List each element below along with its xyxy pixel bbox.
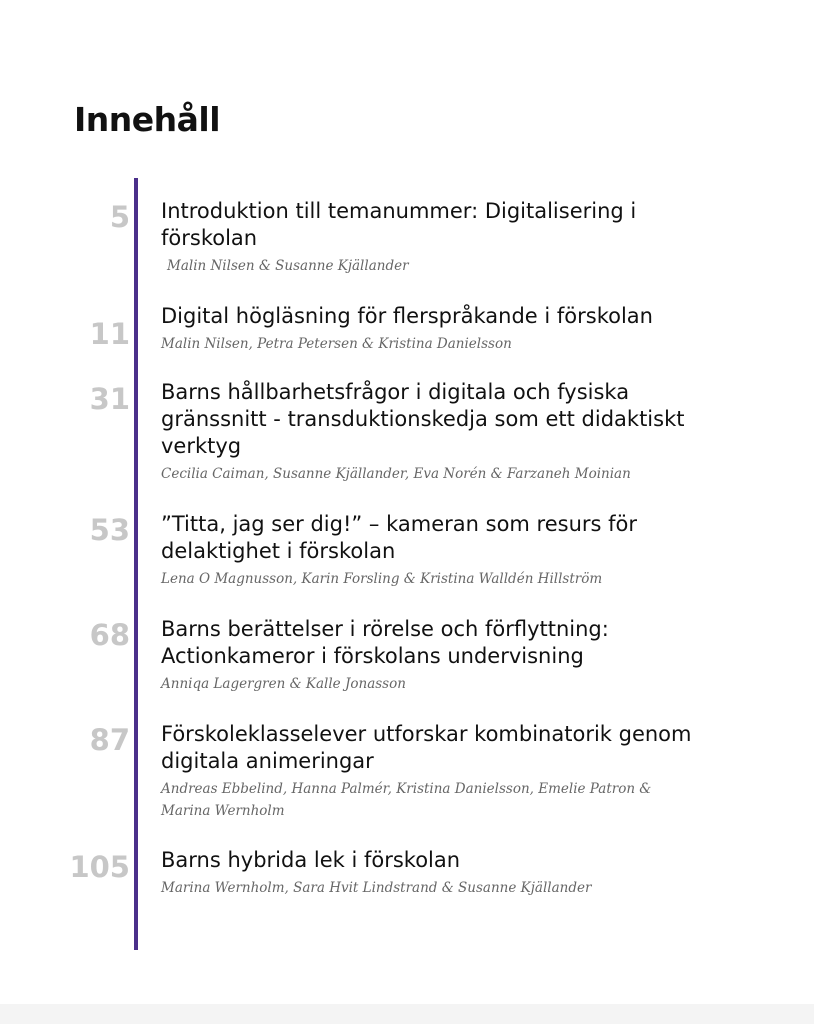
- toc-entry-title[interactable]: ”Titta, jag ser dig!” – kameran som resurs för delaktighet i förskolan: [161, 512, 638, 563]
- page-number: 5: [109, 200, 130, 234]
- toc-entry-title[interactable]: Introduktion till temanummer: Digitalisering i förskolan: [161, 199, 637, 250]
- page-number: 87: [89, 723, 130, 757]
- page-number: 105: [69, 850, 130, 884]
- toc-entry[interactable]: [161, 379, 721, 485]
- toc-entry-title[interactable]: Barns berättelser i rörelse och förflyttning: Actionkameror i förskolans undervisning: [161, 617, 609, 668]
- page-number: 11: [89, 317, 130, 351]
- page-number: 31: [89, 382, 130, 416]
- toc-divider-line: [134, 178, 138, 950]
- page-number: 68: [89, 618, 130, 652]
- page-title: Innehåll: [74, 100, 221, 139]
- toc-entry[interactable]: [161, 511, 721, 590]
- toc-entry-title[interactable]: Barns hybrida lek i förskolan: [161, 848, 461, 872]
- toc-entry[interactable]: [161, 721, 721, 822]
- toc-entry-authors: Anniqa Lagergren & Kalle Jonasson: [161, 676, 406, 692]
- toc-entry-title[interactable]: Barns hållbarhetsfrågor i digitala och fysiska gränssnitt - transduktionskedja som ett didaktiskt verktyg: [161, 380, 685, 458]
- toc-entry[interactable]: [161, 616, 721, 695]
- page-bottom-edge: [0, 1004, 814, 1024]
- toc-entry-authors: Andreas Ebbelind, Hanna Palmér, Kristina Danielsson, Emelie Patron & Marina Wernholm: [161, 781, 652, 819]
- toc-entry[interactable]: [161, 303, 721, 355]
- toc-entry-authors: Malin Nilsen & Susanne Kjällander: [167, 258, 409, 274]
- toc-entry-authors: Malin Nilsen, Petra Petersen & Kristina Danielsson: [161, 336, 512, 352]
- toc-entry-authors: Marina Wernholm, Sara Hvit Lindstrand & Susanne Kjällander: [161, 880, 592, 896]
- toc-entry[interactable]: [161, 198, 721, 277]
- toc-entry[interactable]: [161, 847, 721, 899]
- toc-entry-authors: Lena O Magnusson, Karin Forsling & Kristina Walldén Hillström: [161, 571, 603, 587]
- page-number: 53: [89, 513, 130, 547]
- toc-entry-authors: Cecilia Caiman, Susanne Kjällander, Eva Norén & Farzaneh Moinian: [161, 466, 631, 482]
- toc-entry-title[interactable]: Förskoleklasselever utforskar kombinatorik genom digitala animeringar: [161, 722, 692, 773]
- toc-entry-title[interactable]: Digital högläsning för flerspråkande i förskolan: [161, 304, 653, 328]
